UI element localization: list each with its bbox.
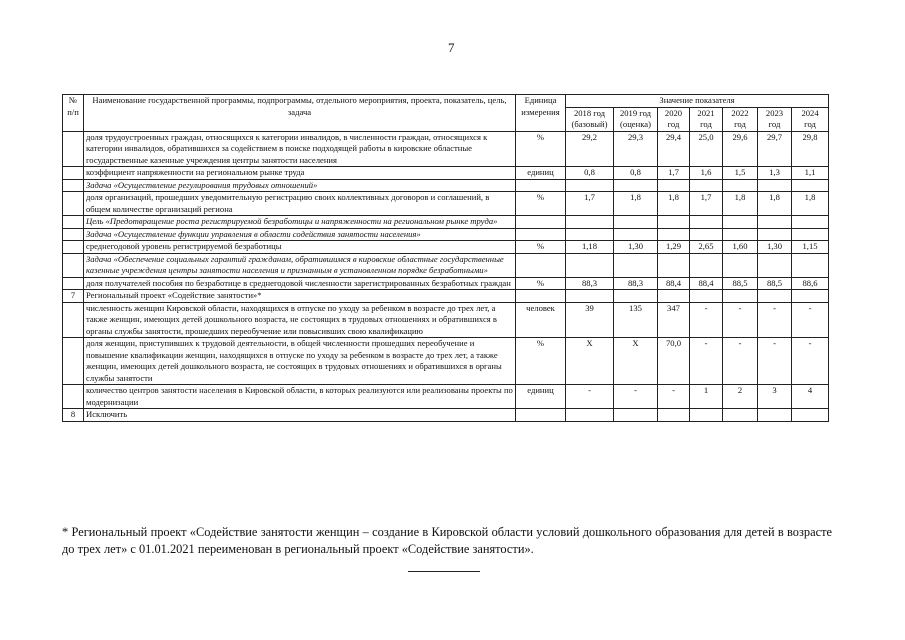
row-name: доля получателей пособия по безработице в среднегодовой численности зарегистрированных безработных граждан [84, 277, 516, 290]
header-year-line2: год [804, 119, 816, 129]
header-year-line2: год [768, 119, 781, 129]
row-value [690, 253, 723, 277]
row-value: 1 [690, 385, 723, 409]
row-value [723, 216, 758, 229]
row-value: 1,30 [758, 241, 792, 254]
table-row [63, 228, 829, 241]
row-value [658, 228, 690, 241]
row-value [758, 228, 792, 241]
header-unit: Единица измерения [516, 95, 566, 132]
page-number: 7 [448, 40, 455, 55]
header-year-line2: (базовый) [571, 119, 608, 129]
row-name: доля организаций, прошедших уведомительную регистрацию своих коллективных договоров и соглашений, в общем количестве организаций региона [84, 192, 516, 216]
row-value: - [792, 302, 829, 338]
row-value: 347 [658, 302, 690, 338]
row-unit: единиц [516, 385, 566, 409]
row-value [658, 409, 690, 422]
row-value: 1,30 [614, 241, 658, 254]
header-year-line1: 2021 [697, 107, 715, 118]
header-year-line2: год [734, 119, 746, 129]
indicators-table [62, 94, 829, 422]
row-name: Задача «Обеспечение социальных гарантий гражданам, обратившимся в кировские областные государственные казенные учреждения центры занятости населения и признанным в установленном порядке безработными» [84, 253, 516, 277]
row-value [758, 216, 792, 229]
row-value: 1,5 [723, 167, 758, 180]
table-row [63, 167, 829, 180]
row-name: Задача «Осуществление регулирования трудовых отношений» [84, 179, 516, 192]
row-value: 1,6 [690, 167, 723, 180]
row-value [566, 290, 614, 303]
row-value: 1,60 [723, 241, 758, 254]
row-name: Задача «Осуществление функции управления в области содействия занятости населения» [84, 228, 516, 241]
row-number [63, 228, 84, 241]
row-value: - [723, 338, 758, 385]
row-value [658, 179, 690, 192]
row-value [792, 228, 829, 241]
header-name: Наименование государственной программы, подпрограммы, отдельного мероприятия, проекта, показатель, цель, задача [84, 95, 516, 132]
row-number [63, 338, 84, 385]
row-value: - [614, 385, 658, 409]
row-value: 88,3 [614, 277, 658, 290]
end-divider [408, 571, 480, 572]
table-row [63, 179, 829, 192]
row-value [614, 216, 658, 229]
row-value [614, 290, 658, 303]
table-row [63, 290, 829, 303]
header-year-line2: год [667, 119, 680, 129]
header-num: № п/п [63, 95, 84, 132]
row-value [614, 179, 658, 192]
row-value [566, 409, 614, 422]
row-value: 0,8 [566, 167, 614, 180]
row-name: среднегодовой уровень регистрируемой безработицы [84, 241, 516, 254]
row-value [758, 253, 792, 277]
row-name: Цель «Предотвращение роста регистрируемой безработицы и напряженности на региональном рынке труда» [84, 216, 516, 229]
header-year [690, 107, 723, 131]
row-value [758, 290, 792, 303]
row-value: 29,2 [566, 131, 614, 167]
row-value: 4 [792, 385, 829, 409]
row-value: 88,5 [758, 277, 792, 290]
row-value: 88,4 [690, 277, 723, 290]
header-year-line1: 2020 [664, 107, 683, 118]
row-value: 39 [566, 302, 614, 338]
row-value: - [723, 302, 758, 338]
row-number [63, 253, 84, 277]
row-value: 29,7 [758, 131, 792, 167]
row-value: Х [614, 338, 658, 385]
row-value [792, 216, 829, 229]
row-value [792, 253, 829, 277]
header-year [723, 107, 758, 131]
header-values: Значение показателя [566, 95, 829, 108]
row-number: 8 [63, 409, 84, 422]
row-value [566, 216, 614, 229]
row-number [63, 131, 84, 167]
row-value: 1,7 [690, 192, 723, 216]
row-value [566, 253, 614, 277]
row-value [758, 179, 792, 192]
row-value [792, 409, 829, 422]
header-year-line1: 2018 год [573, 107, 606, 118]
header-year [566, 107, 614, 131]
header-year-line1: 2023 [765, 107, 784, 118]
row-value: 2,65 [690, 241, 723, 254]
header-year [614, 107, 658, 131]
row-value: 3 [758, 385, 792, 409]
row-number [63, 277, 84, 290]
row-number [63, 179, 84, 192]
row-unit: % [516, 338, 566, 385]
header-year-line2: год [700, 119, 712, 129]
row-value [566, 179, 614, 192]
table-row [63, 241, 829, 254]
row-value: 25,0 [690, 131, 723, 167]
row-value: Х [566, 338, 614, 385]
row-value: 135 [614, 302, 658, 338]
table-row [63, 409, 829, 422]
row-unit: % [516, 192, 566, 216]
table-row [63, 253, 829, 277]
row-unit [516, 228, 566, 241]
table-row [63, 131, 829, 167]
row-value: - [758, 302, 792, 338]
header-year-line1: 2022 [731, 107, 749, 118]
table-row [63, 277, 829, 290]
row-value [690, 409, 723, 422]
row-value: 88,6 [792, 277, 829, 290]
row-number [63, 385, 84, 409]
row-value [792, 290, 829, 303]
row-value [723, 409, 758, 422]
table-row [63, 385, 829, 409]
row-number [63, 241, 84, 254]
row-value: 1,8 [723, 192, 758, 216]
row-value: - [792, 338, 829, 385]
row-unit: человек [516, 302, 566, 338]
table-row [63, 216, 829, 229]
row-value [658, 290, 690, 303]
row-name: Исключить [84, 409, 516, 422]
row-value: 1,8 [658, 192, 690, 216]
row-name: доля женщин, приступивших к трудовой деятельности, в общей численности прошедших переобучение и повышение квалификации женщин, находящихся в отпуске по уходу за ребенком в возрасте до трех лет, а также женщин, имеющих детей дошкольного возраста, не состоящих в трудовых отношениях и обратившихся в органы службы занятости [84, 338, 516, 385]
header-year-line1: 2024 [801, 107, 819, 118]
row-value: 70,0 [658, 338, 690, 385]
row-unit: % [516, 277, 566, 290]
row-number [63, 216, 84, 229]
table-row [63, 192, 829, 216]
table-row [63, 302, 829, 338]
row-value: 1,8 [614, 192, 658, 216]
row-name: доля трудоустроенных граждан, относящихся к категории инвалидов, в численности граждан, относящихся к категории инвалидов, обратившихся за содействием в поиске подходящей работы в кировские областные государственные казенные учреждения центры занятости населения [84, 131, 516, 167]
row-value: - [690, 338, 723, 385]
row-value: - [658, 385, 690, 409]
row-value: 1,18 [566, 241, 614, 254]
row-value [758, 409, 792, 422]
row-value [690, 290, 723, 303]
row-unit: % [516, 241, 566, 254]
row-value: - [690, 302, 723, 338]
row-number [63, 167, 84, 180]
row-unit [516, 409, 566, 422]
header-year [758, 107, 792, 131]
row-name: численность женщин Кировской области, находящихся в отпуске по уходу за ребенком в возрасте до трех лет, а также женщин, имеющих детей дошкольного возраста, не состоящих в трудовых отношениях и обратившихся в органы службы занятости, прошедших переобучение или повысивших свою квалификацию [84, 302, 516, 338]
row-value: 29,4 [658, 131, 690, 167]
row-unit [516, 216, 566, 229]
row-value [690, 228, 723, 241]
row-value: 29,3 [614, 131, 658, 167]
row-value: 1,7 [566, 192, 614, 216]
row-value [566, 228, 614, 241]
row-number [63, 192, 84, 216]
row-value: 1,7 [658, 167, 690, 180]
header-year [792, 107, 829, 131]
row-value: 88,5 [723, 277, 758, 290]
row-number [63, 302, 84, 338]
row-value: - [566, 385, 614, 409]
row-value: 1,8 [758, 192, 792, 216]
header-year-line2: (оценка) [620, 119, 651, 129]
row-value [690, 216, 723, 229]
row-value [792, 179, 829, 192]
row-value [614, 409, 658, 422]
row-value: 0,8 [614, 167, 658, 180]
row-value [614, 228, 658, 241]
row-unit [516, 253, 566, 277]
row-value: 88,4 [658, 277, 690, 290]
row-value [723, 290, 758, 303]
row-value [658, 253, 690, 277]
footnote: * Региональный проект «Содействие занятости женщин – создание в Кировской области условий дошкольного образования для детей в возрасте до трех лет» с 01.01.2021 переименован в региональный проект «Содействие занятости». [62, 525, 832, 556]
row-number: 7 [63, 290, 84, 303]
row-value: 88,3 [566, 277, 614, 290]
row-name: коэффициент напряженности на региональном рынке труда [84, 167, 516, 180]
table-body [63, 131, 829, 421]
row-value: 1,3 [758, 167, 792, 180]
row-value [723, 253, 758, 277]
row-unit [516, 290, 566, 303]
row-value: 1,1 [792, 167, 829, 180]
row-value: 1,8 [792, 192, 829, 216]
row-name: количество центров занятости населения в Кировской области, в которых реализуются или реализованы проекты по модернизации [84, 385, 516, 409]
row-value: 29,8 [792, 131, 829, 167]
row-value: - [758, 338, 792, 385]
row-name: Региональный проект «Содействие занятости»* [84, 290, 516, 303]
table-row [63, 338, 829, 385]
row-value [614, 253, 658, 277]
header-year [658, 107, 690, 131]
row-unit: % [516, 131, 566, 167]
row-value: 1,29 [658, 241, 690, 254]
row-value: 29,6 [723, 131, 758, 167]
row-unit [516, 179, 566, 192]
row-value [690, 179, 723, 192]
row-value [658, 216, 690, 229]
row-value: 2 [723, 385, 758, 409]
row-unit: единиц [516, 167, 566, 180]
header-year-line1: 2019 год [619, 107, 652, 118]
row-value [723, 228, 758, 241]
row-value [723, 179, 758, 192]
row-value: 1,15 [792, 241, 829, 254]
table-header-row [63, 95, 829, 108]
